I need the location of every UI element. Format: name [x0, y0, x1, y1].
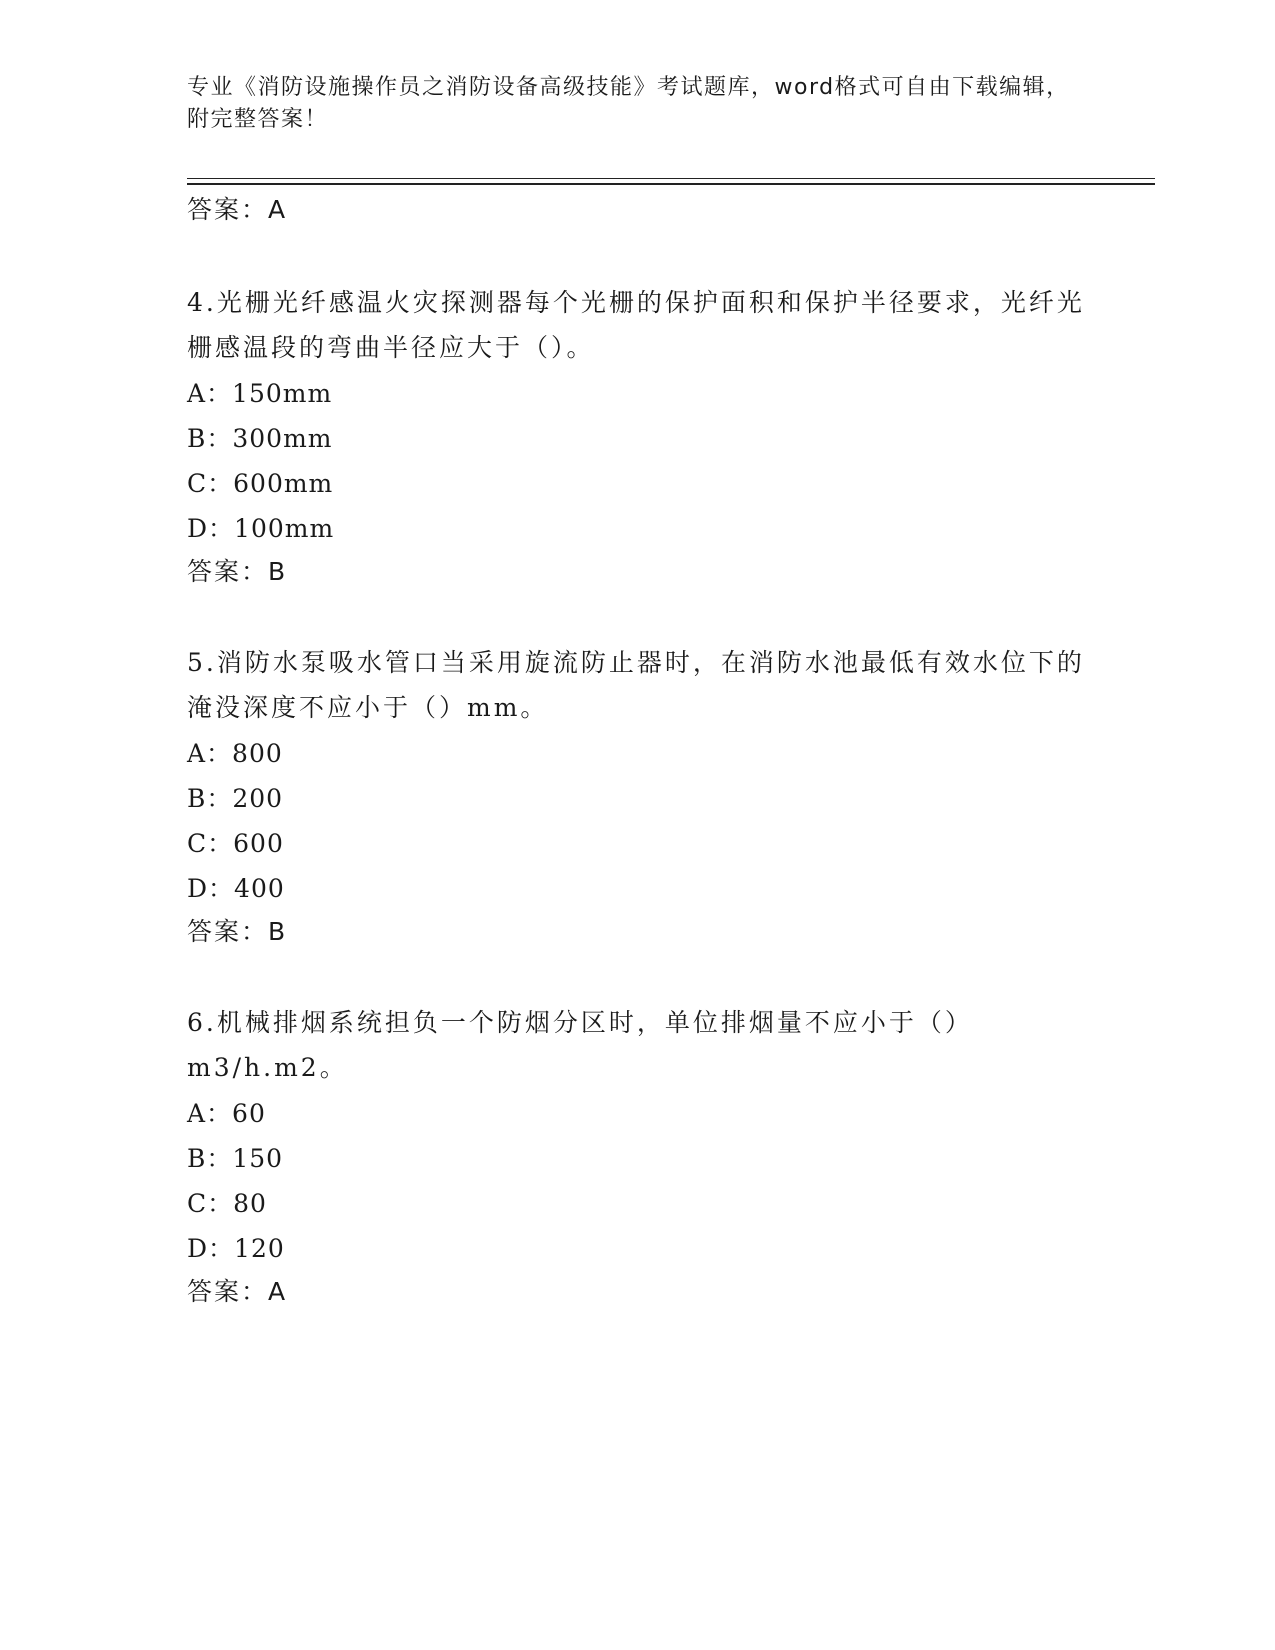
option-d: D：400: [187, 874, 285, 903]
option-a: A：150mm: [187, 379, 333, 408]
option-b: B：150: [187, 1144, 284, 1173]
header-rule-thick: [187, 183, 1155, 185]
option-d: D：100mm: [187, 514, 335, 543]
option-c: C：80: [187, 1189, 267, 1218]
question-stem: 5.消防水泵吸水管口当采用旋流防止器时，在消防水池最低有效水位下的淹没深度不应小于（）mm。: [187, 648, 1085, 722]
option-b: B：200: [187, 784, 284, 813]
answer-line: 答案：A: [187, 1277, 288, 1306]
option-a: A：60: [187, 1099, 266, 1128]
header-rule-thin: [187, 178, 1155, 179]
option-c: C：600mm: [187, 469, 334, 498]
question-stem: 4.光栅光纤感温火灾探测器每个光栅的保护面积和保护半径要求，光纤光栅感温段的弯曲半径应大于（）。: [187, 288, 1085, 362]
option-b: B：300mm: [187, 424, 333, 453]
question-stem: 6.机械排烟系统担负一个防烟分区时，单位排烟量不应小于（）m3/h.m2。: [187, 1008, 973, 1082]
answer-line: 答案：A: [187, 195, 288, 224]
option-c: C：600: [187, 829, 284, 858]
option-d: D：120: [187, 1234, 285, 1263]
answer-line: 答案：B: [187, 917, 288, 946]
document-header: 专业《消防设施操作员之消防设备高级技能》考试题库，word格式可自由下载编辑，附完整答案！: [187, 75, 1070, 132]
option-a: A：800: [187, 739, 283, 768]
answer-line: 答案：B: [187, 557, 288, 586]
